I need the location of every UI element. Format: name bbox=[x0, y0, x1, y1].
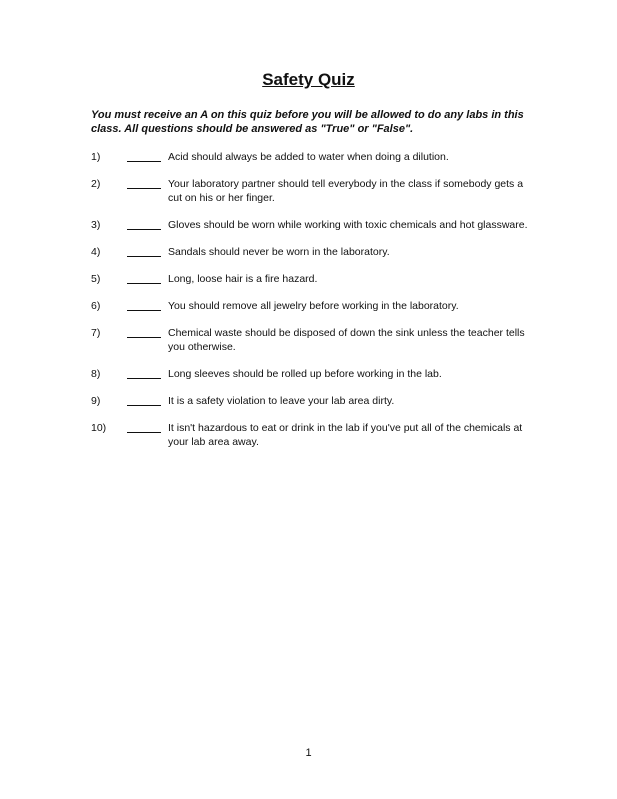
question-text: It is a safety violation to leave your lab area dirty. bbox=[168, 395, 395, 407]
question-item bbox=[91, 218, 531, 232]
question-text: It isn't hazardous to eat or drink in the lab if you've put all of the chemicals at your lab area away. bbox=[168, 422, 523, 448]
question-text: Acid should always be added to water when doing a dilution. bbox=[168, 151, 449, 163]
intro-instructions: You must receive an A on this quiz before you will be allowed to do any labs in this class. All questions should be answered as "True" or "False". bbox=[91, 109, 524, 135]
answer-blank bbox=[127, 299, 161, 311]
question-number: 6) bbox=[91, 300, 101, 312]
question-item bbox=[91, 394, 531, 408]
answer-blank bbox=[127, 177, 161, 189]
page-title: Safety Quiz bbox=[262, 70, 355, 89]
question-number: 5) bbox=[91, 273, 101, 285]
question-number: 4) bbox=[91, 246, 101, 258]
question-item bbox=[91, 421, 531, 449]
question-item bbox=[91, 326, 531, 354]
question-number: 7) bbox=[91, 327, 101, 339]
question-item bbox=[91, 272, 531, 286]
question-list bbox=[91, 150, 531, 449]
question-text: Gloves should be worn while working with toxic chemicals and hot glassware. bbox=[168, 219, 528, 231]
answer-blank bbox=[127, 421, 161, 433]
question-number: 3) bbox=[91, 219, 101, 231]
question-item bbox=[91, 299, 531, 313]
answer-blank bbox=[127, 245, 161, 257]
answer-blank bbox=[127, 326, 161, 338]
question-text: Chemical waste should be disposed of down the sink unless the teacher tells you otherwise. bbox=[168, 327, 525, 353]
page-number: 1 bbox=[305, 747, 312, 759]
question-number: 1) bbox=[91, 151, 101, 163]
answer-blank bbox=[127, 394, 161, 406]
answer-blank bbox=[127, 218, 161, 230]
question-number: 10) bbox=[91, 422, 107, 434]
question-text: Long sleeves should be rolled up before working in the lab. bbox=[168, 368, 442, 380]
question-number: 8) bbox=[91, 368, 101, 380]
question-text: You should remove all jewelry before working in the laboratory. bbox=[168, 300, 459, 312]
answer-blank bbox=[127, 150, 161, 162]
question-item bbox=[91, 150, 531, 164]
question-item bbox=[91, 245, 531, 259]
question-item bbox=[91, 367, 531, 381]
question-item bbox=[91, 177, 531, 205]
question-text: Your laboratory partner should tell everybody in the class if somebody gets a cut on his or her finger. bbox=[168, 178, 524, 204]
answer-blank bbox=[127, 367, 161, 379]
question-text: Long, loose hair is a fire hazard. bbox=[168, 273, 318, 285]
question-number: 2) bbox=[91, 178, 101, 190]
question-number: 9) bbox=[91, 395, 101, 407]
question-text: Sandals should never be worn in the laboratory. bbox=[168, 246, 390, 258]
answer-blank bbox=[127, 272, 161, 284]
